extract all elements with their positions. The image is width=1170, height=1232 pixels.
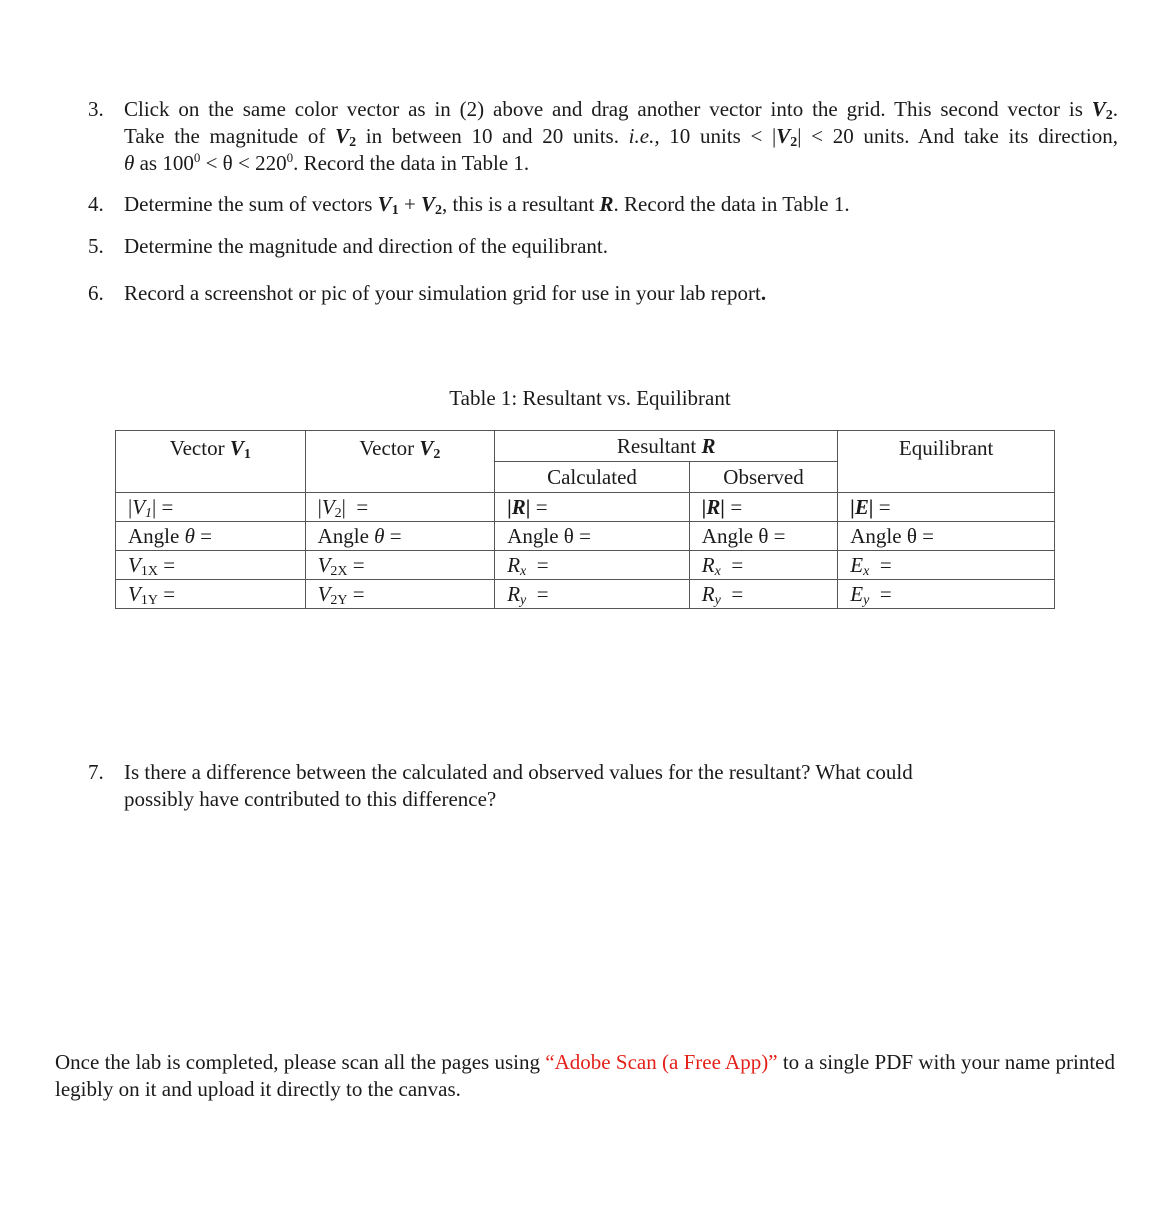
cell-v1-x: $V_{1X}$ = — [116, 551, 306, 580]
cell-v2-y: $V_{2Y}$ = — [305, 580, 495, 609]
cell-calc-y: $R_y$ = — [495, 580, 690, 609]
table-row-x-component — [116, 551, 1055, 580]
cell-obs-x: $R_x$ = — [689, 551, 837, 580]
step-3-line-2: Take the magnitude of $V_2$ in between 10 and 20 units. i.e., 10 units < $|V_2| < 20$ units. And take its direction, — [124, 124, 1118, 150]
step-3-line-1: Click on the same color vector as in (2) above and drag another vector into the grid. This second vector is $V_2$. — [124, 97, 1118, 123]
cell-v1-magnitude: $|V_1|$ = — [116, 493, 306, 522]
cell-v2-angle: Angle θ = — [305, 522, 495, 551]
cell-calc-angle: Angle θ = — [495, 522, 690, 551]
step-4 — [88, 191, 1118, 218]
step-number: 3. — [88, 97, 104, 121]
step-5 — [88, 233, 1118, 260]
header-vector-v2: Vector $V_2$ — [305, 431, 495, 493]
header-equilibrant: Equilibrant — [838, 431, 1055, 493]
step-3-line-3: θ as $100^0 < \theta < 220^0$. Record the data in Table 1. — [124, 150, 530, 175]
results-table — [115, 430, 1055, 609]
table-row-y-component — [116, 580, 1055, 609]
cell-v2-x: $V_{2X}$ = — [305, 551, 495, 580]
header-calculated: Calculated — [495, 462, 690, 493]
header-vector-v1: Vector $V_1$ — [116, 431, 306, 493]
cell-calc-magnitude: |R| = — [495, 493, 690, 522]
step-6 — [88, 280, 1118, 307]
step-number: 7. — [88, 760, 104, 784]
closing-instructions: Once the lab is completed, please scan all the pages using “Adobe Scan (a Free App)” to a single PDF with your name printed legibly on it and upload it directly to the canvas. — [55, 1050, 1116, 1101]
cell-calc-x: $R_x$ = — [495, 551, 690, 580]
step-4-text: Determine the sum of vectors $V_1 + V_2$, this is a resultant R. Record the data in Table 1. — [124, 192, 850, 218]
header-observed: Observed — [689, 462, 837, 493]
cell-obs-y: $R_y$ = — [689, 580, 837, 609]
cell-eq-y: $E_y$ = — [838, 580, 1055, 609]
cell-eq-angle: Angle θ = — [838, 522, 1055, 551]
step-number: 6. — [88, 281, 104, 305]
step-7 — [88, 759, 1118, 813]
cell-eq-x: $E_x$ = — [838, 551, 1055, 580]
table-row-angle — [116, 522, 1055, 551]
table-caption: Table 1: Resultant vs. Equilibrant — [449, 386, 731, 410]
step-7-line-1: Is there a difference between the calculated and observed values for the resultant? What could — [124, 760, 913, 784]
cell-obs-magnitude: |R| = — [689, 493, 837, 522]
step-7-line-2: possibly have contributed to this difference? — [124, 787, 497, 811]
header-resultant: Resultant R — [495, 431, 838, 462]
cell-eq-magnitude: |E| = — [838, 493, 1055, 522]
cell-obs-angle: Angle θ = — [689, 522, 837, 551]
cell-v1-angle: Angle θ = — [116, 522, 306, 551]
step-number: 4. — [88, 192, 104, 216]
table-header-row — [116, 431, 1055, 462]
cell-v1-y: $V_{1Y}$ = — [116, 580, 306, 609]
step-6-text: Record a screenshot or pic of your simulation grid for use in your lab report. — [124, 281, 767, 305]
step-5-text: Determine the magnitude and direction of the equilibrant. — [124, 234, 609, 258]
adobe-scan-app-name: “Adobe Scan (a Free App)” — [545, 1050, 778, 1074]
table-row-magnitude — [116, 493, 1055, 522]
cell-v2-magnitude: $|V_2|$ = — [305, 493, 495, 522]
step-3 — [88, 96, 1118, 177]
step-number: 5. — [88, 234, 104, 258]
